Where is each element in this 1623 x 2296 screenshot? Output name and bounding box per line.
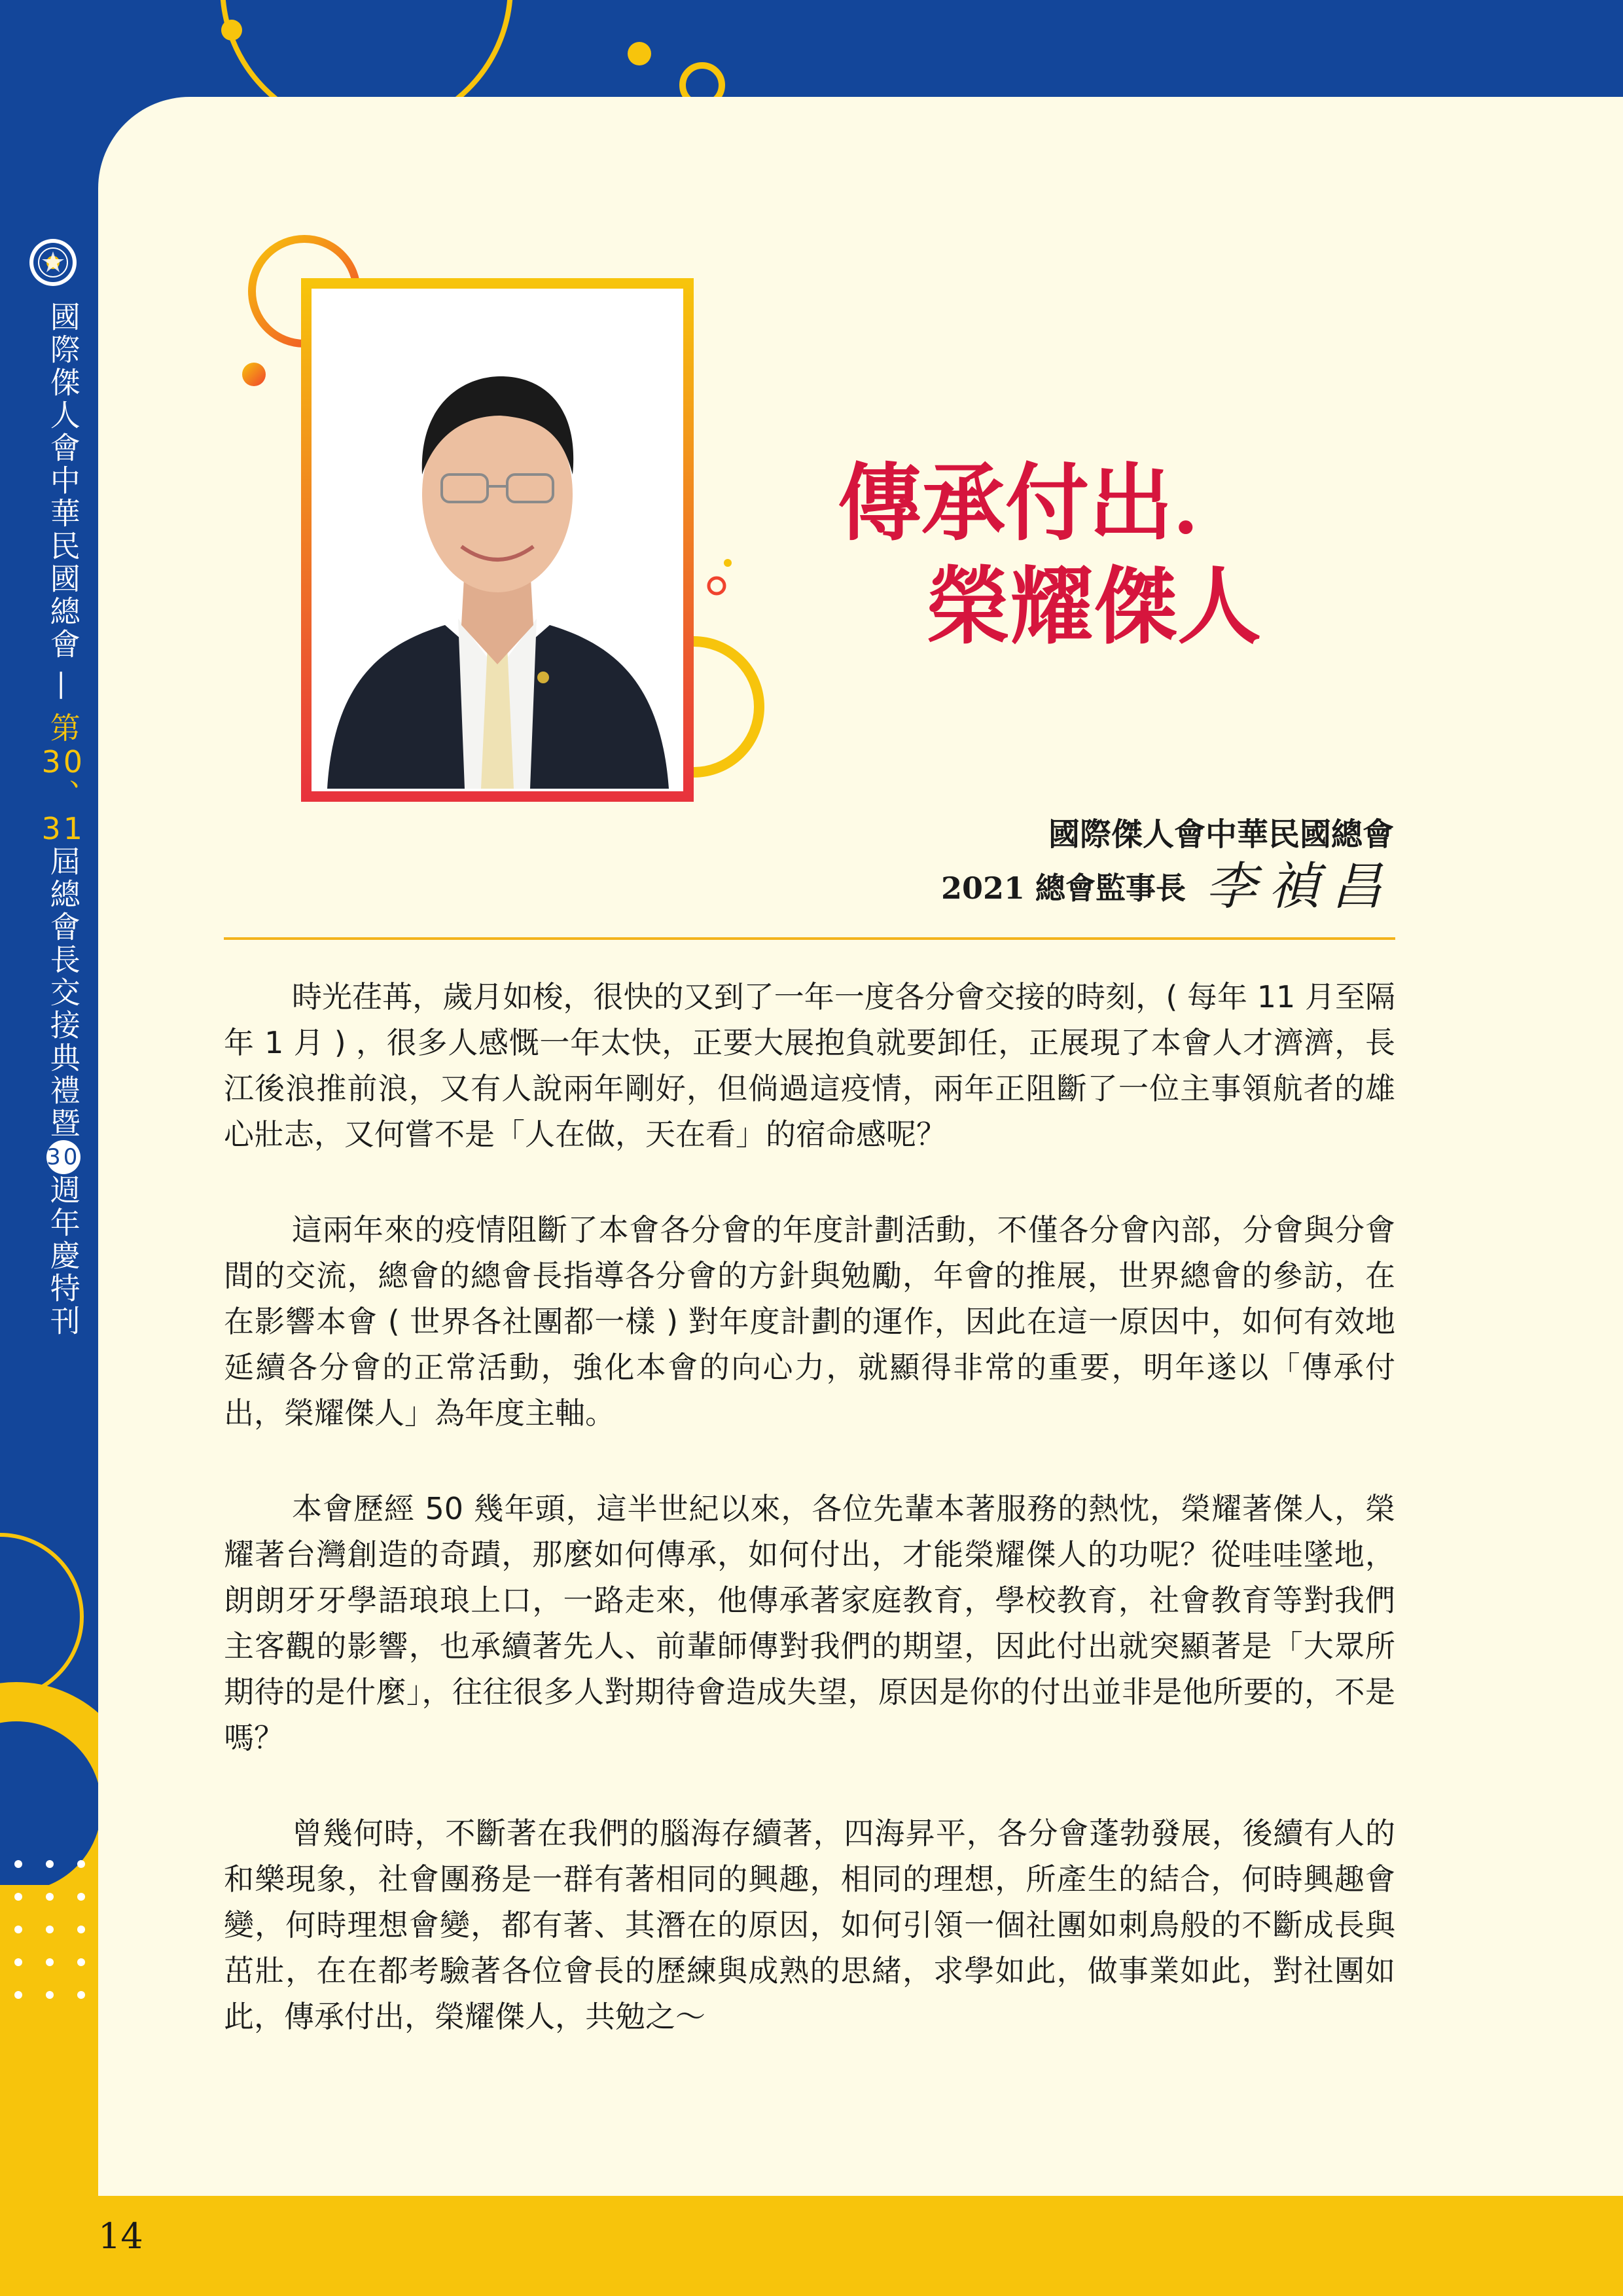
sidebar-term-prefix: 第	[45, 712, 81, 745]
portrait-photo	[301, 278, 694, 802]
sidebar-dash: —	[45, 670, 81, 703]
top-yellow-dot	[628, 42, 651, 65]
top-yellow-dot-small	[221, 20, 242, 41]
title-line-2: 榮耀傑人	[926, 558, 1262, 656]
sidebar-anniv-badge: 30	[46, 1140, 80, 1174]
byline-role: 2021 總會監事長	[940, 870, 1186, 906]
sidebar-org: 國際傑人會中華民國總會	[45, 301, 81, 661]
byline	[941, 812, 1394, 918]
sidebar-term-a: 30	[41, 744, 85, 780]
photo-dot-small-right	[724, 559, 732, 567]
organization-logo-icon	[27, 237, 79, 288]
article-body	[224, 974, 1395, 2089]
photo-ring-small-right	[709, 578, 724, 594]
divider-line	[224, 937, 1395, 940]
byline-role-line	[941, 857, 1394, 918]
paragraph-4: 曾幾何時，不斷著在我們的腦海存續著，四海昇平，各分會蓬勃發展，後續有人的和樂現象，社會團務是一群有著相同的興趣，相同的理想，所產生的結合，何時興趣會變，何時理想會變，都有著、其潛在的原因，如何引領一個社團如刺鳥般的不斷成長與茁壯，在在都考驗著各位會長的歷練與成熟的思緒，求學如此，做事業如此，對社團如此，傳承付出，榮耀傑人，共勉之～	[224, 1816, 1395, 2034]
left-thin-ring	[0, 1535, 82, 1698]
bottom-yellow-band	[0, 2196, 1623, 2296]
sidebar-anniv-suffix: 週年慶特刊	[45, 1174, 81, 1338]
sidebar-term-b: 31	[41, 811, 85, 846]
byline-org: 國際傑人會中華民國總會	[1048, 816, 1394, 853]
page-number: 14	[98, 2215, 143, 2257]
paragraph-2: 這兩年來的疫情阻斷了本會各分會的年度計劃活動，不僅各分會內部，分會與分會間的交流，總會的總會長指導各分會的方針與勉勵，年會的推展，世界總會的參訪，在在影響本會 ( 世界各社團都一樣 ) 對年度計劃的運作，因此在這一原因中，如何有效地延續各分會的正常活動，強化本會的向心力，就顯得非常的重要，明年遂以「傳承付出，榮耀傑人」為年度主軸。	[224, 1212, 1395, 1431]
sidebar-event: 屆總會長交接典禮暨	[45, 846, 81, 1140]
paragraph-1: 時光荏苒，歲月如梭，很快的又到了一年一度各分會交接的時刻，( 每年 11 月至隔年 1 月 ) ，很多人感慨一年太快，正要大展抱負就要卸任，正展現了本會人才濟濟，長江後浪推前浪，又有人說兩年剛好，但倘過這疫情，兩年正阻斷了一位主事領航者的雄心壯志，又何嘗不是「人在做，天在看」的宿命感呢？	[224, 979, 1395, 1152]
photo-dot-left	[242, 363, 266, 386]
paragraph-3: 本會歷經 50 幾年頭，這半世紀以來，各位先輩本著服務的熱忱，榮耀著傑人，榮耀著台灣創造的奇蹟，那麼如何傳承，如何付出，才能榮耀傑人的功呢？從哇哇墜地，朗朗牙牙學語琅琅上口，一路走來，他傳承著家庭教育，學校教育，社會教育等對我們主客觀的影響，也承續著先人、前輩師傳對我們的期望，因此付出就突顯著是「大眾所期待的是什麼」，往往很多人對期待會造成失望，原因是你的付出並非是他所要的，不是嗎？	[224, 1491, 1395, 1755]
sidebar-term-sep: 、	[45, 779, 81, 812]
sidebar-publication-title	[26, 301, 85, 1338]
signature: 李禎昌	[1205, 857, 1394, 916]
title-line-1: 傳承付出．	[838, 454, 1257, 552]
article-title	[838, 452, 1309, 658]
